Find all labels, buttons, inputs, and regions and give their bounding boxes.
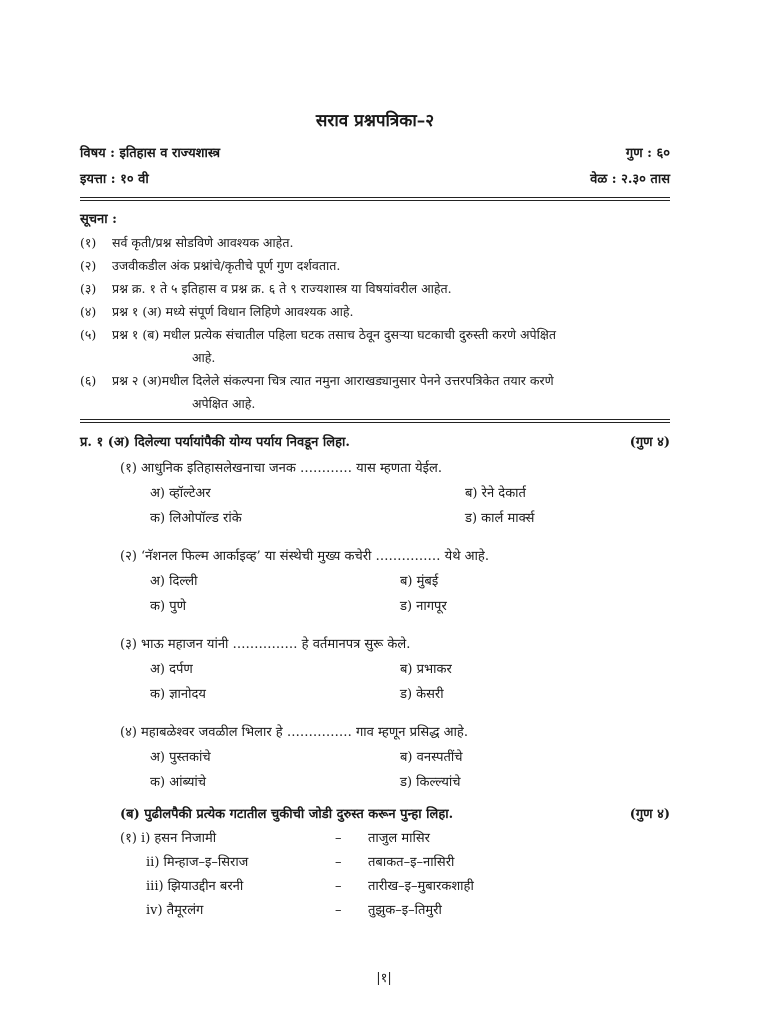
pair-row	[80, 851, 670, 875]
mcq-option: ड) केसरी	[400, 687, 444, 702]
mcq-option: क) पुणे	[150, 599, 186, 614]
mcq-option: अ) पुस्तकांचे	[150, 750, 211, 765]
meta-row-1	[80, 141, 670, 167]
instruction-item	[80, 323, 670, 369]
instruction-text	[112, 323, 670, 369]
instruction-item	[80, 369, 670, 415]
mcq-option: ड) किल्ल्यांचे	[400, 775, 461, 790]
time-label: वेळ : २.३० तास	[590, 172, 670, 187]
pair-dash: –	[335, 903, 342, 918]
instruction-text: प्रश्न क्र. १ ते ५ इतिहास व प्रश्न क्र. ६ ते ९ राज्यशास्त्र या विषयांवरील आहेत.	[112, 281, 452, 296]
mcq-options	[80, 569, 670, 619]
pair-right: तारीख–इ–मुबारकशाही	[368, 879, 474, 894]
page-title: सराव प्रश्नपत्रिका–२	[315, 111, 435, 131]
subject-label: विषय : इतिहास व राज्यशास्त्र	[80, 146, 221, 161]
divider	[80, 197, 670, 201]
pair-row	[80, 827, 670, 851]
mcq-option: ब) प्रभाकर	[400, 662, 452, 677]
mcq-question: (३) भाऊ महाजन यांनी …………… हे वर्तमानपत्र सुरू केले.	[120, 637, 411, 652]
instruction-number: (१)	[80, 235, 97, 250]
meta-row-2	[80, 167, 670, 193]
question-1b-marks: (गुण ४)	[629, 807, 670, 822]
page-number: |१|	[376, 971, 392, 986]
question-1a-marks: (गुण ४)	[629, 435, 670, 450]
mcq-option: ब) मुंबई	[400, 574, 439, 589]
instruction-text: उजवीकडील अंक प्रश्नांचे/कृतीचे पूर्ण गुण दर्शवतात.	[112, 258, 341, 273]
instruction-number: (२)	[80, 258, 97, 273]
mcq-options	[80, 481, 670, 531]
instructions-heading: सूचना :	[80, 212, 117, 227]
mcq-option: ब) वनस्पतींचे	[400, 750, 463, 765]
instruction-number: (६)	[80, 373, 97, 388]
pair-row	[80, 875, 670, 899]
instruction-item	[80, 254, 670, 277]
mcq-option: ड) कार्ल मार्क्स	[465, 511, 535, 526]
mcq-option: अ) व्हॉल्टेअर	[150, 486, 211, 501]
pair-dash: –	[335, 831, 342, 846]
pair-right: तबाकत–इ–नासिरी	[368, 855, 455, 870]
mcq-question: (१) आधुनिक इतिहासलेखनाचा जनक ………… यास म्हणता येईल.	[120, 461, 442, 476]
mcq-option: क) लिओपॉल्ड रांके	[150, 511, 242, 526]
instruction-text-line: प्रश्न २ (अ)मधील दिलेले संकल्पना चित्र त्यात नमुना आराखड्यानुसार पेनने उत्तरपत्रिकेत तयार करणे	[112, 373, 554, 388]
pair-left: ii) मिन्हाज–इ–सिराज	[146, 855, 249, 870]
instruction-text-continued: आहे.	[192, 350, 216, 365]
instruction-item	[80, 300, 670, 323]
question-1a-title: प्र. १ (अ) दिलेल्या पर्यायांपैकी योग्य पर्याय निवडून लिहा.	[80, 435, 350, 450]
question-1b-heading	[80, 803, 670, 827]
question-1b-title: (ब) पुढीलपैकी प्रत्येक गटातील चुकीची जोडी दुरुस्त करून पुन्हा लिहा.	[120, 807, 454, 822]
pair-left: (१) i) हसन निजामी	[120, 831, 217, 846]
exam-page	[80, 108, 670, 923]
pair-dash: –	[335, 855, 342, 870]
mcq-option: क) आंब्यांचे	[150, 775, 206, 790]
instruction-text: सर्व कृती/प्रश्न सोडविणे आवश्यक आहेत.	[112, 235, 294, 250]
pair-right: तुझुक–इ–तिमुरी	[368, 903, 442, 918]
instruction-text: प्रश्न १ (अ) मध्ये संपूर्ण विधान लिहिणे आवश्यक आहे.	[112, 304, 354, 319]
instruction-number: (५)	[80, 327, 97, 342]
instruction-number: (४)	[80, 304, 97, 319]
instruction-text-line: प्रश्न १ (ब) मधील प्रत्येक संचातील पहिला घटक तसाच ठेवून दुसऱ्या घटकाची दुरुस्ती करणे अपेक्षित	[112, 327, 556, 342]
mcq-question: (२) ‘नॅशनल फिल्म आर्काइव्ह’ या संस्थेची मुख्य कचेरी …………… येथे आहे.	[120, 549, 489, 564]
pair-row	[80, 899, 670, 923]
grade-label: इयत्ता : १० वी	[80, 172, 149, 187]
mcq-option: ब) रेने देकार्त	[465, 486, 526, 501]
instruction-text-continued: अपेक्षित आहे.	[192, 396, 256, 411]
question-1a-heading	[80, 431, 670, 455]
mcq-question: (४) महाबळेश्वर जवळील भिलार हे …………… गाव म्हणून प्रसिद्ध आहे.	[120, 725, 468, 740]
mcq-option: ड) नागपूर	[400, 599, 447, 614]
mcq-options	[80, 657, 670, 707]
instruction-item	[80, 277, 670, 300]
pair-dash: –	[335, 879, 342, 894]
mcq-option: अ) दर्पण	[150, 662, 193, 677]
divider	[80, 419, 670, 423]
pair-left: iv) तैमूरलंग	[146, 903, 204, 918]
mcq-option: क) ज्ञानोदय	[150, 687, 206, 702]
instruction-text	[112, 369, 670, 415]
instruction-item	[80, 231, 670, 254]
marks-label: गुण : ६०	[625, 146, 670, 161]
mcq-options	[80, 745, 670, 795]
pair-right: ताजुल मासिर	[368, 831, 430, 846]
mcq-option: अ) दिल्ली	[150, 574, 198, 589]
instruction-number: (३)	[80, 281, 97, 296]
pair-left: iii) झियाउद्दीन बरनी	[146, 879, 244, 894]
